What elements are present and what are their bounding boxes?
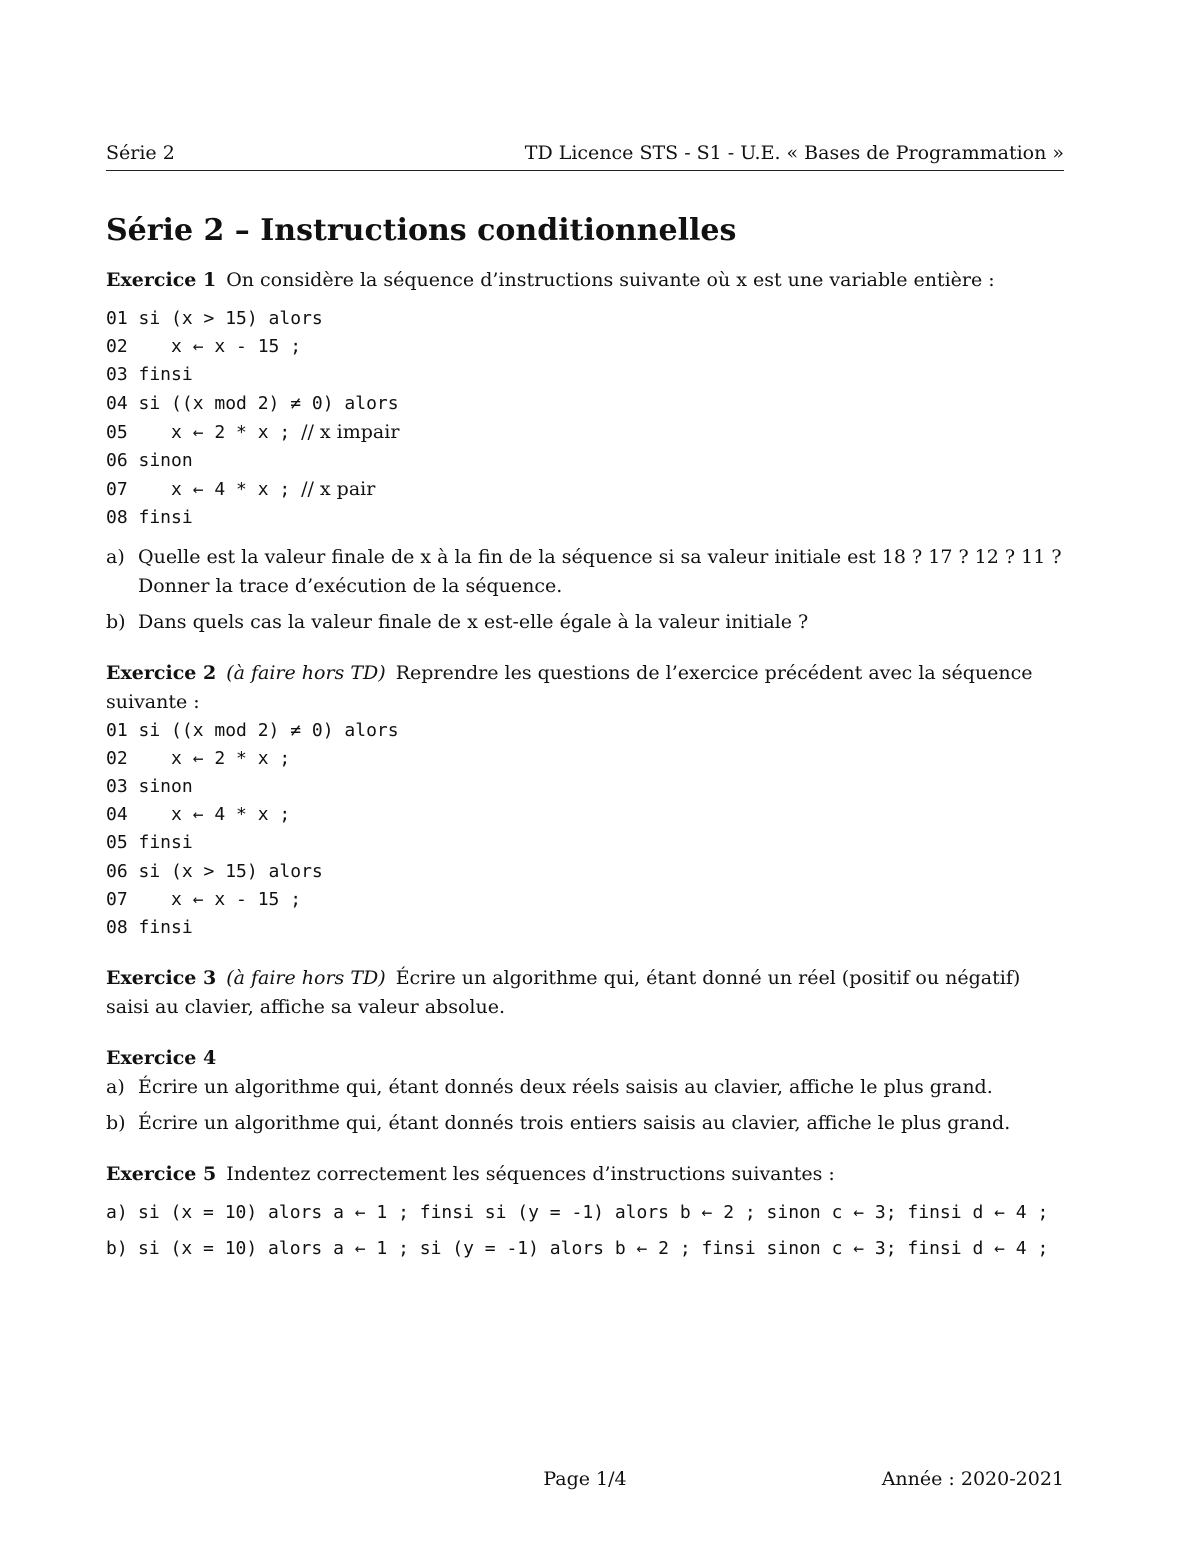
- code-line: 08 finsi: [106, 507, 193, 529]
- code-line: 01 si (x > 15) alors: [106, 308, 323, 329]
- question-text: Dans quels cas la valeur finale de x est-elle égale à la valeur initiale ?: [138, 610, 809, 633]
- code-line: 04 x ← 4 * x ;: [106, 804, 291, 826]
- exercise-4-question-a: [106, 1073, 1064, 1102]
- exercise-2-text: Reprendre les questions de l’exercice précédent avec la séquence suivante :: [106, 661, 1033, 713]
- question-label: b): [106, 1238, 128, 1260]
- code-line: 08 finsi: [106, 917, 193, 939]
- exercise-2-code: [106, 717, 1064, 943]
- exercise-3-text: Écrire un algorithme qui, étant donné un réel (positif ou négatif) saisi au clavier, affiche sa valeur absolue.: [106, 967, 1021, 1019]
- exercise-3: [106, 964, 1064, 1022]
- question-label: a): [106, 1202, 128, 1224]
- code-line: 03 finsi: [106, 364, 193, 386]
- question-text: Écrire un algorithme qui, étant donnés deux réels saisis au clavier, affiche le plus grand.: [138, 1076, 993, 1099]
- header-series: Série 2: [106, 142, 175, 164]
- question-code: si (x = 10) alors a ← 1 ; finsi si (y = -1) alors b ← 2 ; sinon c ← 3; finsi d ← 4 ;: [138, 1202, 1049, 1224]
- exercise-5-question-a: [106, 1199, 1064, 1227]
- code-line: 02 x ← 2 * x ;: [106, 747, 291, 769]
- exercise-1-title: Exercice 1: [106, 269, 217, 291]
- code-line: 06 si (x > 15) alors: [106, 860, 323, 882]
- exercise-5-title: Exercice 5: [106, 1163, 217, 1186]
- code-line: 04 si ((x mod 2) ≠ 0) alors: [106, 392, 399, 414]
- academic-year: Année : 2020-2021: [881, 1468, 1064, 1490]
- question-label: a): [106, 1076, 125, 1099]
- exercise-2-note: (à faire hors TD): [226, 661, 386, 684]
- question-label: b): [106, 1112, 126, 1135]
- exercise-4-header: [106, 1044, 1064, 1073]
- exercise-4-question-b: [106, 1109, 1064, 1138]
- question-text: Quelle est la valeur finale de x à la fin de la séquence si sa valeur initiale est 18 ? 17 ? 12 ? 11 ? Donner la trace d’exécution de la séquence.: [138, 545, 1062, 597]
- question-label: b): [106, 610, 126, 633]
- exercise-1-question-b: [106, 608, 1064, 637]
- code-line: 03 sinon: [106, 776, 193, 798]
- code-comment: // x pair: [301, 478, 376, 501]
- page-number: Page 1/4: [543, 1468, 627, 1490]
- exercise-5-intro: [106, 1160, 1064, 1189]
- exercise-5-text: Indentez correctement les séquences d’instructions suivantes :: [226, 1163, 835, 1186]
- page-content: [106, 210, 1064, 1263]
- code-text: 05 x ← 2 * x ;: [106, 421, 291, 443]
- question-label: a): [106, 545, 125, 568]
- code-comment: // x impair: [301, 420, 400, 443]
- code-line: 01 si ((x mod 2) ≠ 0) alors: [106, 719, 399, 741]
- code-line-with-comment: [106, 418, 1064, 447]
- code-line: 07 x ← x - 15 ;: [106, 888, 302, 910]
- code-line-with-comment: [106, 475, 1064, 504]
- header-course: TD Licence STS - S1 - U.E. « Bases de Programmation »: [524, 142, 1064, 164]
- exercise-1-text: On considère la séquence d’instructions suivante où x est une variable entière :: [226, 269, 995, 291]
- question-code: si (x = 10) alors a ← 1 ; si (y = -1) alors b ← 2 ; finsi sinon c ← 3; finsi d ← 4 ;: [138, 1238, 1049, 1260]
- exercise-1-intro: [106, 266, 1064, 295]
- code-text: 07 x ← 4 * x ;: [106, 479, 291, 501]
- exercise-2-intro: [106, 659, 1064, 717]
- exercise-5-question-b: [106, 1235, 1064, 1263]
- code-line: 02 x ← x - 15 ;: [106, 336, 302, 358]
- exercise-3-note: (à faire hors TD): [226, 967, 386, 990]
- exercise-1-question-a: [106, 543, 1064, 601]
- code-line: 06 sinon: [106, 450, 193, 472]
- exercise-2-title: Exercice 2: [106, 661, 217, 684]
- exercise-3-title: Exercice 3: [106, 967, 217, 990]
- question-text: Écrire un algorithme qui, étant donnés trois entiers saisis au clavier, affiche le plus grand.: [138, 1112, 1011, 1135]
- page-title: Série 2 – Instructions conditionnelles: [106, 213, 737, 248]
- exercise-4-title: Exercice 4: [106, 1047, 217, 1070]
- exercise-1-code: [106, 305, 1064, 533]
- code-line: 05 finsi: [106, 832, 193, 854]
- page-header: [106, 140, 1064, 171]
